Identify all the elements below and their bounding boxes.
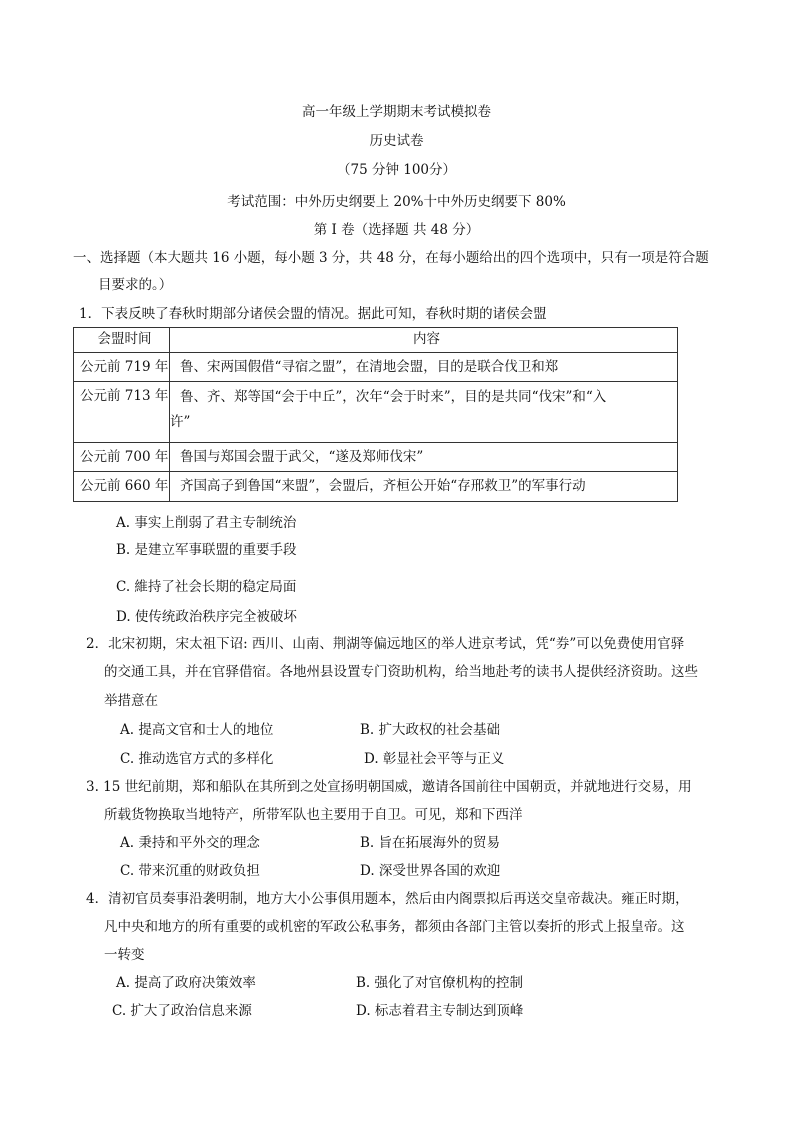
table-cell-content: 齐国高子到鲁国“来盟”，会盟后，齐桓公开始“存邢救卫”的军事行动 <box>170 472 678 502</box>
q4-stem-line3: 一转变 <box>104 947 145 963</box>
q4-stem-line2: 凡中央和地方的所有重要的或机密的军政公私事务，都须由各部门主管以奏折的形式上报皇帝。这 <box>104 919 685 935</box>
q3-stem-line2: 所载货物换取当地特产，所带军队也主要用于自卫。可见，郑和下西洋 <box>104 807 523 823</box>
q4-option-c: C. 扩大了政治信息来源 <box>112 1003 252 1019</box>
q1-option-c: C. 維持了社会长期的稳定局面 <box>116 579 297 595</box>
q4-option-b: B. 强化了对官僚机构的控制 <box>356 975 524 991</box>
alliance-table <box>73 327 678 502</box>
q2-option-a: A. 提高文官和士人的地位 <box>120 722 274 738</box>
table-row <box>74 382 678 443</box>
table-cell-content-line1: 鲁、齐、郑等国“会于中丘”，次年“会于时来”，目的是共同“伐宋”和“入 <box>180 389 607 405</box>
q2-stem-line2: 的交通工具，并在官驿借宿。各地州县设置专门资助机构，给当地赴考的读书人提供经济资助。这些 <box>104 664 698 680</box>
table-row <box>74 353 678 382</box>
table-header-content: 内容 <box>170 328 678 353</box>
table-row <box>74 443 678 472</box>
exam-title: 高一年级上学期期末考试模拟卷 <box>302 104 491 120</box>
section-instruction-line1: 一、选择题（本大题共 16 小题，每小题 3 分，共 48 分，在每小题给出的四个选项中，只有一项是符合题 <box>73 250 709 266</box>
q4-option-d: D. 标志着君主专制达到顶峰 <box>356 1003 524 1019</box>
q3-option-d: D. 深受世界各国的欢迎 <box>360 863 501 879</box>
q2-option-d: D. 彰显社会平等与正义 <box>364 751 505 767</box>
q2-option-b: B. 扩大政权的社会基础 <box>360 722 501 738</box>
q3-option-b: B. 旨在拓展海外的贸易 <box>360 835 501 851</box>
table-cell-content: 鲁、宋两国假借“寻宿之盟”，在清地会盟，目的是联合伐卫和郑 <box>170 353 678 382</box>
table-header-row <box>74 328 678 353</box>
exam-time-score: （75 分钟 100分） <box>336 162 457 178</box>
table-cell-content <box>170 382 678 443</box>
q1-option-b: B. 是建立军事联盟的重要手段 <box>116 542 297 558</box>
table-cell-time: 公元前 660 年 <box>74 472 170 502</box>
table-cell-time: 公元前 700 年 <box>74 443 170 472</box>
q3-option-c: C. 带来沉重的财政负担 <box>120 863 260 879</box>
table-row <box>74 472 678 502</box>
q2-stem-line3: 举措意在 <box>104 693 158 709</box>
q1-stem: 1．下表反映了春秋时期部分诸侯会盟的情况。据此可知，春秋时期的诸侯会盟 <box>79 306 547 322</box>
q4-option-a: A. 提高了政府决策效率 <box>116 975 256 991</box>
exam-scope: 考试范围：中外历史纲要上 20%十中外历史纲要下 80% <box>227 194 566 210</box>
q4-stem-line1: 4．清初官员奏事沿袭明制，地方大小公事俱用题本，然后由内阁票拟后再送交皇帝裁决。雍正时期， <box>86 891 689 907</box>
table-cell-time: 公元前 719 年 <box>74 353 170 382</box>
table-cell-content: 鲁国与郑国会盟于武父，“遂及郑师伐宋” <box>170 443 678 472</box>
table-cell-time: 公元前 713 年 <box>74 382 170 443</box>
q3-option-a: A. 秉持和平外交的理念 <box>120 835 260 851</box>
q3-stem-line1: 3. 15 世纪前期，郑和船队在其所到之处宣扬明朝国威，邀请各国前往中国朝贡，并就地进行交易，用 <box>86 779 692 795</box>
table-cell-content-line2: 许” <box>170 414 191 430</box>
exam-subject: 历史试卷 <box>369 133 424 149</box>
q1-option-d: D. 使传统政治秩序完全被破坏 <box>116 609 297 625</box>
q2-option-c: C. 推动选官方式的多样化 <box>120 751 274 767</box>
q2-stem-line1: 2．北宋初期，宋太祖下诏: 西川、山南、荆湖等偏远地区的举人进京考试，凭“券”可以免费使用官驿 <box>86 636 685 652</box>
q1-option-a: A. 事实上削弱了君主专制统治 <box>116 515 297 531</box>
section-instruction-line2: 目要求的。） <box>98 277 173 293</box>
volume-heading: 第 I 卷（选择题 共 48 分） <box>313 222 480 238</box>
table-header-time: 会盟时间 <box>74 328 170 353</box>
